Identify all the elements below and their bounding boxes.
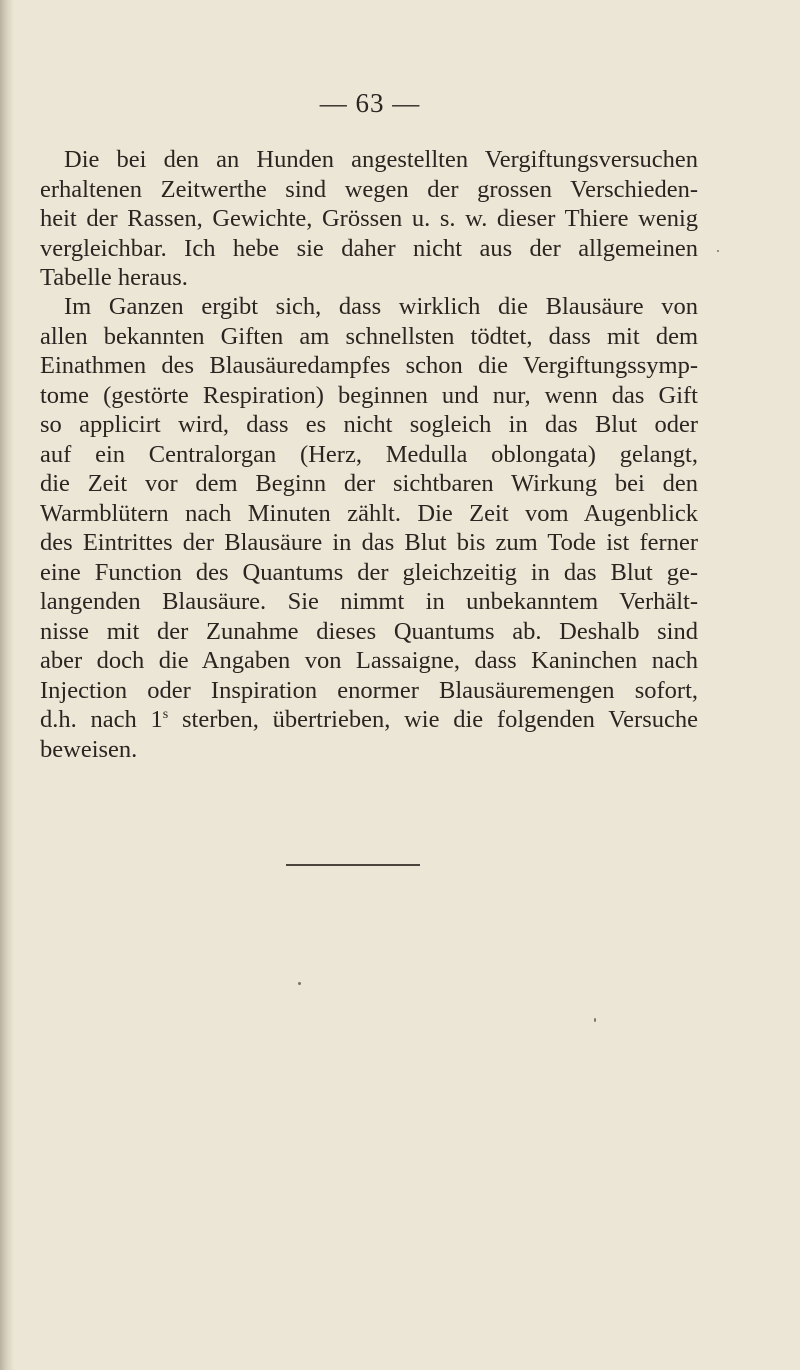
text-line: des Eintrittes der Blausäure in das Blut bis zum Tode ist ferner [40,529,698,556]
text-line: die Zeit vor dem Beginn der sichtbaren Wirkung bei den [40,470,698,497]
text-line: heit der Rassen, Gewichte, Grössen u. s. w. dieser Thiere wenig [40,205,698,232]
text-line: tome (gestörte Respiration) beginnen und nur, wenn das Gift [40,381,698,409]
text-line: eine Function des Quantums der gleichzeitig in das Blut ge- [40,558,698,586]
text-line: beweisen. [40,735,138,763]
text-line: so applicirt wird, dass es nicht sogleich in das Blut oder [40,411,698,438]
text-line: auf ein Centralorgan (Herz, Medulla oblongata) gelangt, [40,440,698,468]
text-line: Injection oder Inspiration enormer Blausäuremengen sofort, [40,676,698,704]
text-line: Die bei den an Hunden angestellten Vergiftungsversuchen [64,146,698,173]
text-line: Warmblütern nach Minuten zählt. Die Zeit vom Augenblick [40,499,698,527]
seconds-superscript: s [162,707,169,722]
text-line: nisse mit der Zunahme dieses Quantums ab. Deshalb sind [40,617,698,645]
text-line: vergleichbar. Ich hebe sie daher nicht aus der allgemeinen [40,234,698,262]
text-line: erhaltenen Zeitwerthe sind wegen der grossen Verschieden- [40,175,698,203]
paragraph-2 [40,292,698,764]
text-fragment: d.h. nach 1 [40,706,163,733]
text-line: Tabelle heraus. [40,264,188,291]
text-line: Einathmen des Blausäuredampfes schon die Vergiftungssymp- [40,352,698,379]
text-fragment: sterben, übertrieben, wie die folgenden Versuche [168,706,698,733]
paper-speck [298,982,301,985]
paper-speck [594,1018,596,1022]
page-binding-edge [0,0,14,1370]
text-line: allen bekannten Giften am schnellsten tödtet, dass mit dem [40,322,698,350]
text-line: aber doch die Angaben von Lassaigne, dass Kaninchen nach [40,647,698,674]
text-line [40,705,698,735]
text-line: langenden Blausäure. Sie nimmt in unbekanntem Verhält- [40,588,698,615]
paper-speck [717,250,719,252]
paragraph-1 [40,145,698,293]
section-divider-rule [286,864,420,866]
text-line: Im Ganzen ergibt sich, dass wirklich die Blausäure von [64,293,698,320]
page-number: — 63 — [319,88,421,118]
